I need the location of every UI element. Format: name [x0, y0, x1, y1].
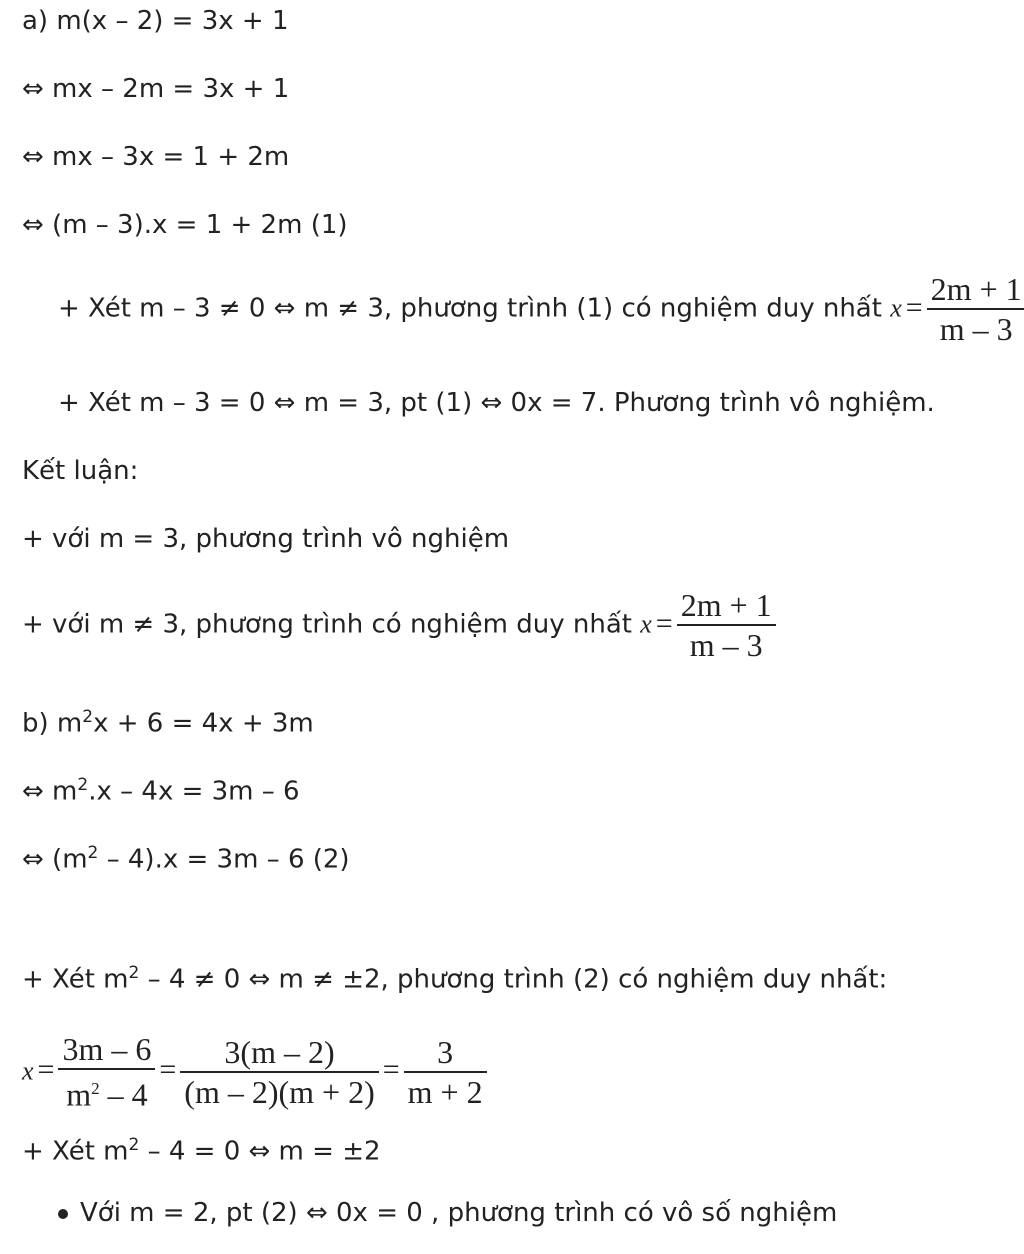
conclusion-label: Kết luận: [22, 456, 139, 486]
part-b-solution-formula: x = $\frac{3m - 6}{m^2 - 4}$ = $\frac{3(m - 2)}{(m - 2)(m + 2)}$ = $\frac{3}{m + 2}$ [22, 1030, 487, 1114]
part-b-step-1: ⇔ $m^2.x - 4x = 3m - 6$ [22, 775, 300, 807]
fraction-denominator: m – 3 [689, 627, 763, 663]
fraction-numerator: 2m + 1 [677, 586, 776, 626]
formula-fraction [677, 586, 776, 664]
part-b-case-2: + Xét $m^2 - 4 = 0$ ⇔ m = ±2 [22, 1135, 381, 1167]
conclusion-2 [22, 586, 776, 664]
part-a-equation: a) m(x – 2) = 3x + 1 [22, 6, 289, 36]
solution-fraction-2: $\frac{3(m - 2)}{(m - 2)(m + 2)}$ [180, 1033, 378, 1111]
formula-equals: = [905, 290, 923, 324]
part-b-bullet-1: Với m = 2, pt (2) ⇔ 0x = 0 , phương trình có vô số nghiệm [58, 1196, 837, 1230]
formula-variable: x [890, 293, 902, 323]
fraction-denominator: m – 3 [939, 311, 1013, 347]
part-a-case-1-text: + Xét m – 3 ≠ 0 ⇔ m ≠ 3, phương trình (1) có nghiệm duy nhất [58, 293, 882, 324]
part-b-step-2: ⇔ $(m^2 - 4).x = 3m - 6$ (2) [22, 843, 350, 875]
solution-variable: x [22, 1056, 34, 1086]
formula-fraction [927, 270, 1024, 348]
solution-fraction-3: $\frac{3}{m + 2}$ [404, 1033, 487, 1111]
conclusion-1: + với m = 3, phương trình vô nghiệm [22, 524, 510, 554]
part-a-step-3: ⇔ (m – 3).x = 1 + 2m (1) [22, 210, 348, 240]
part-b-case-1: + Xét $m^2 - 4 \ne 0$ ⇔ m ≠ ±2, phương trình (2) có nghiệm duy nhất: [22, 963, 888, 995]
fraction-numerator: 2m + 1 [927, 270, 1024, 310]
part-a-step-2: ⇔ mx – 3x = 1 + 2m [22, 142, 290, 172]
conclusion-2-text: + với m ≠ 3, phương trình có nghiệm duy nhất [22, 609, 632, 640]
formula-variable: x [640, 609, 652, 639]
solution-fraction-1: $\frac{3m - 6}{m^2 - 4}$ [58, 1030, 155, 1114]
bullet-icon [58, 1209, 68, 1219]
part-b-equation: b) $m^2x + 6 = 4x + 3m$ [22, 707, 314, 739]
part-a-case-2: + Xét m – 3 = 0 ⇔ m = 3, pt (1) ⇔ 0x = 7. Phương trình vô nghiệm. [58, 388, 935, 418]
part-a-step-1: ⇔ mx – 2m = 3x + 1 [22, 74, 290, 104]
formula-equals: = [655, 606, 673, 640]
part-a-case-1 [58, 270, 1024, 348]
